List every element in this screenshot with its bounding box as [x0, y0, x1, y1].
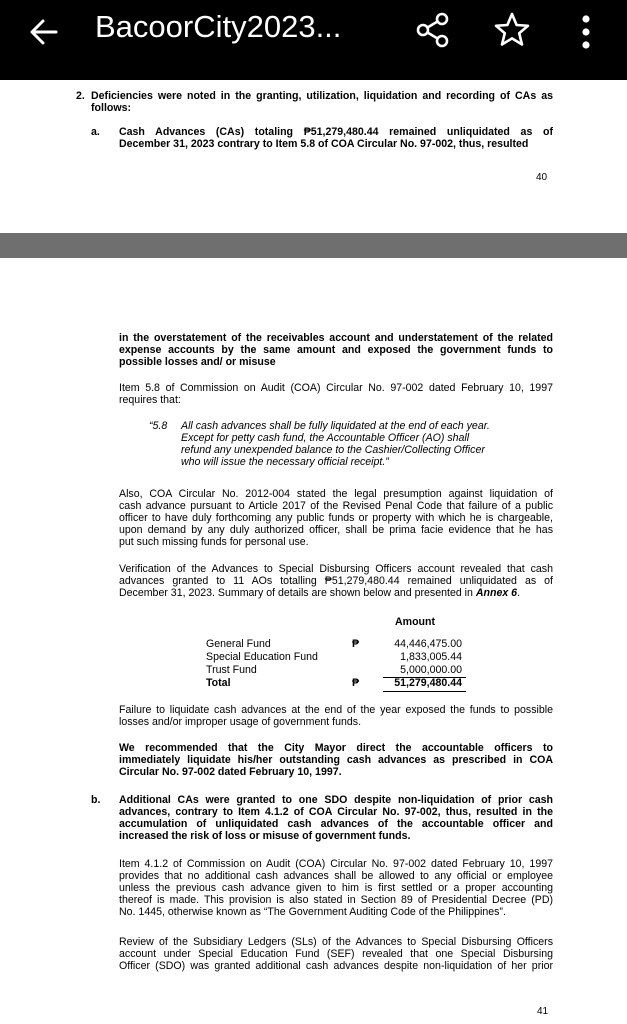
item-a-heading-line: December 31, 2023 contrary to Item 5.8 of COA Circular No. 97-002, thus, resulted [119, 138, 529, 150]
text-span: December 31, 2023. Summary of details are shown below and presented in [119, 587, 476, 599]
paragraph-line: put such missing funds for personal use. [119, 536, 309, 548]
item-a-heading-line: Cash Advances (CAs) totaling ₱51,279,480.44 remained unliquidated as of [119, 126, 553, 138]
total-value: 51,279,480.44 [394, 677, 462, 689]
top-app-bar [0, 0, 627, 80]
paragraph-line: advances granted to 11 AOs totalling ₱51,279,480.44 remained unliquidated as of [119, 575, 553, 587]
back-arrow-icon[interactable] [26, 14, 62, 50]
document-title: BacoorCity2023... [95, 9, 342, 44]
paragraph-line: unless the previous cash advance given to him is first settled or a proper accounting [119, 882, 553, 894]
paragraph-line: Also, COA Circular No. 2012-004 stated the legal presumption against liquidation of [119, 488, 553, 500]
currency-symbol: ₱ [352, 638, 360, 650]
amount-value: 44,446,475.00 [394, 638, 462, 650]
amount-column-header: Amount [395, 616, 436, 628]
paragraph-line: Verification of the Advances to Special Disbursing Officers account revealed that cash [119, 563, 553, 575]
quote-line: refund any unexpended balance to the Cashier/Collecting Officer [181, 444, 485, 456]
more-vert-icon[interactable] [574, 12, 598, 52]
quote-line: who will issue the necessary official receipt.” [181, 456, 389, 468]
amount-value: 1,833,005.44 [400, 651, 462, 663]
paragraph-line: Officer (SDO) was granted additional cash advances despite non-liquidation of her prior [119, 960, 553, 972]
text-span: . [517, 587, 521, 599]
fund-label: General Fund [206, 638, 271, 650]
star-icon[interactable] [492, 10, 532, 50]
paragraph-line: Failure to liquidate cash advances at the end of the year exposed the funds to possible [119, 704, 553, 716]
item-b-heading-line: Additional CAs were granted to one SDO despite non-liquidation of prior cash [119, 794, 553, 806]
paragraph-line: losses and/or improper usage of government funds. [119, 716, 362, 728]
table-row [206, 638, 466, 651]
quote-line: All cash advances shall be fully liquidated at the end of each year. [181, 420, 490, 432]
continuation-line: in the overstatement of the receivables account and understatement of the related [119, 332, 553, 344]
item-b-heading-line: advances, contrary to Item 4.1.2 of COA Circular No. 97-002, thus, resulted in the [119, 806, 553, 818]
recommendation-line: Circular No. 97-002 dated February 10, 1997. [119, 766, 342, 778]
item-2-line: Deficiencies were noted in the granting, utilization, liquidation and recording of CAs as [91, 90, 553, 102]
fund-label: Trust Fund [206, 664, 257, 676]
fund-label: Special Education Fund [206, 651, 318, 663]
annex-reference: Annex 6 [475, 587, 518, 599]
total-label: Total [206, 677, 231, 689]
recommendation-line: We recommended that the City Mayor direct the accountable officers to [119, 742, 553, 754]
table-row [206, 664, 466, 677]
continuation-line: possible losses and/ or misuse [119, 356, 276, 368]
paragraph-line: upon demand by any duly authorized officer, shall be prima facie evidence that he has [119, 524, 553, 536]
item-a-letter: a. [91, 126, 100, 138]
item-2-line: follows: [91, 102, 132, 114]
quote-number: “5.8 [149, 420, 168, 432]
amount-value: 5,000,000.00 [400, 664, 462, 676]
quote-line: Except for petty cash fund, the Accountable Officer (AO) shall [181, 432, 470, 444]
paragraph-line: requires that: [119, 394, 181, 406]
share-icon[interactable] [414, 11, 452, 49]
cash-advance-summary-table [206, 638, 466, 690]
item-b-letter: b. [91, 794, 101, 806]
document-page-41 [0, 258, 627, 1024]
paragraph-line: Review of the Subsidiary Ledgers (SLs) of the Advances to Special Disbursing Officers [119, 936, 553, 948]
paragraph-line: officer to have duly forthcoming any public funds or property with which he is chargeable, [119, 512, 553, 524]
page-number: 41 [537, 1006, 549, 1017]
page-number: 40 [536, 172, 548, 183]
paragraph-line: account under Special Education Fund (SEF) revealed that one Special Disbursing [119, 948, 553, 960]
paragraph-line: provides that no additional cash advances shall be allowed to any official or employee [119, 870, 553, 882]
document-page-40 [0, 80, 627, 233]
currency-symbol: ₱ [352, 677, 360, 689]
paragraph-line: No. 1445, otherwise known as “The Government Auditing Code of the Philippines”. [119, 906, 506, 918]
item-2-number: 2. [76, 90, 85, 102]
paragraph-line: cash advance pursuant to Article 2017 of the Revised Penal Code that failure of a public [119, 500, 553, 512]
item-b-heading-line: accumulation of unliquidated cash advances of the accountable officer and [119, 818, 553, 830]
paragraph-line: thereof is made. This provision is also stated in Section 89 of Presidential Decree (PD) [119, 894, 553, 906]
paragraph-line: Item 5.8 of Commission on Audit (COA) Circular No. 97-002 dated February 10, 1997 [119, 382, 553, 394]
table-row [206, 651, 466, 664]
table-row-total [206, 677, 466, 690]
paragraph-line: Item 4.1.2 of Commission on Audit (COA) Circular No. 97-002 dated February 10, 1997 [119, 858, 553, 870]
recommendation-line: immediately liquidate his/her outstanding cash advances as prescribed in COA [119, 754, 553, 766]
item-b-heading-line: increased the risk of loss or misuse of government funds. [119, 830, 411, 842]
paragraph-line [119, 587, 520, 600]
continuation-line: expense accounts by the same amount and exposed the government funds to [119, 344, 553, 356]
total-underline [383, 691, 466, 692]
